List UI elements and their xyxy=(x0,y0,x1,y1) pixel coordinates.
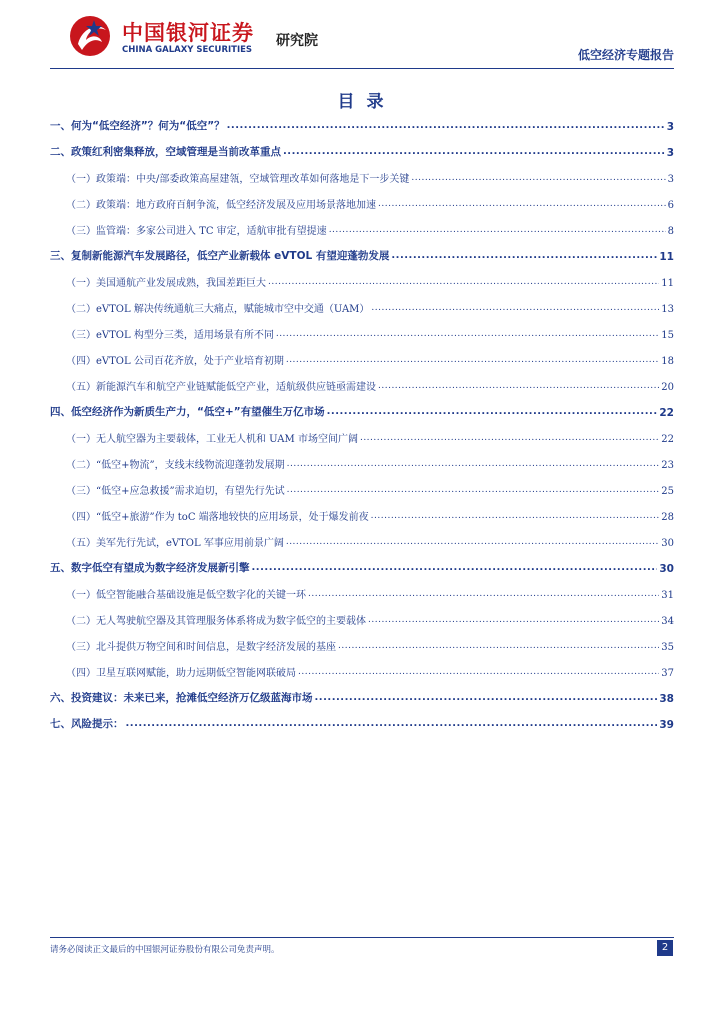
toc-leader-dots xyxy=(411,171,665,185)
toc-entry-label: （二）政策端：地方政府百舸争流，低空经济发展及应用场景落地加速 xyxy=(66,200,376,211)
toc-leader-dots xyxy=(126,717,658,731)
toc-leader-dots xyxy=(327,405,658,419)
toc-chapter-entry[interactable] xyxy=(50,141,674,159)
toc-leader-dots xyxy=(287,457,660,471)
toc-entry-page: 15 xyxy=(661,330,674,341)
toc-entry-label: （一）低空智能融合基础设施是低空数字化的关键一环 xyxy=(66,590,306,601)
toc-chapter-entry[interactable] xyxy=(50,687,674,705)
toc-entry-label: （二）eVTOL 解决传统通航三大痛点，赋能城市空中交通（UAM） xyxy=(66,304,370,315)
company-logo xyxy=(68,14,368,58)
toc-entry-page: 11 xyxy=(659,251,674,263)
toc-entry-label: （三）“低空+应急救援”需求迫切，有望先行先试 xyxy=(66,486,285,497)
toc-section-entry[interactable] xyxy=(50,219,674,237)
toc-section-entry[interactable] xyxy=(50,323,674,341)
toc-entry-label: （二）“低空+物流”，支线末线物流迎蓬勃发展期 xyxy=(66,460,285,471)
toc-entry-page: 30 xyxy=(661,538,674,549)
toc-title: 目 录 xyxy=(337,92,387,112)
toc-chapter-entry[interactable] xyxy=(50,115,674,133)
toc-entry-label: （四）eVTOL 公司百花齐放，处于产业培育初期 xyxy=(66,356,284,367)
toc-leader-dots xyxy=(378,197,666,211)
toc-section-entry[interactable] xyxy=(50,635,674,653)
footer-divider xyxy=(50,937,674,938)
toc-section-entry[interactable] xyxy=(50,661,674,679)
toc-entry-page: 37 xyxy=(661,668,674,679)
toc-entry-page: 22 xyxy=(661,434,674,445)
toc-entry-label: （三）eVTOL 构型分三类，适用场景有所不同 xyxy=(66,330,274,341)
toc-leader-dots xyxy=(276,327,659,341)
toc-leader-dots xyxy=(268,275,659,289)
toc-section-entry[interactable] xyxy=(50,375,674,393)
toc-leader-dots xyxy=(252,561,658,575)
toc-entry-label: 三、复制新能源汽车发展路径，低空产业新载体 eVTOL 有望迎蓬勃发展 xyxy=(50,250,390,262)
toc-entry-page: 3 xyxy=(666,147,674,159)
toc-entry-page: 25 xyxy=(661,486,674,497)
toc-entry-label: （一）政策端：中央/部委政策高屋建瓴，空域管理改革如何落地是下一步关键 xyxy=(66,174,410,185)
toc-entry-page: 22 xyxy=(659,407,674,419)
toc-entry-label: （四）卫星互联网赋能，助力远期低空智能网联破局 xyxy=(66,668,296,679)
toc-section-entry[interactable] xyxy=(50,297,674,315)
toc-section-entry[interactable] xyxy=(50,583,674,601)
toc-entry-page: 18 xyxy=(661,356,674,367)
toc-leader-dots xyxy=(298,665,659,679)
toc-entry-label: （四）“低空+旅游”作为 toC 端落地较快的应用场景，处于爆发前夜 xyxy=(66,512,369,523)
toc-entry-page: 28 xyxy=(661,512,674,523)
toc-entry-page: 11 xyxy=(661,278,674,289)
toc-chapter-entry[interactable] xyxy=(50,245,674,263)
toc-chapter-entry[interactable] xyxy=(50,713,674,731)
toc-section-entry[interactable] xyxy=(50,271,674,289)
toc-entry-page: 38 xyxy=(659,693,674,705)
toc-entry-label: 一、何为“低空经济”？何为“低空”？ xyxy=(50,120,225,132)
toc-leader-dots xyxy=(338,639,659,653)
toc-entry-label: 四、低空经济作为新质生产力，“低空+”有望催生万亿市场 xyxy=(50,406,325,418)
toc-entry-page: 35 xyxy=(661,642,674,653)
logo-english-name: CHINA GALAXY SECURITIES xyxy=(122,45,253,55)
toc-section-entry[interactable] xyxy=(50,453,674,471)
toc-leader-dots xyxy=(315,691,658,705)
toc-entry-label: 五、数字低空有望成为数字经济发展新引擎 xyxy=(50,562,250,574)
toc-entry-page: 30 xyxy=(659,563,674,575)
toc-entry-page: 13 xyxy=(661,304,674,315)
toc-entry-page: 31 xyxy=(661,590,674,601)
toc-section-entry[interactable] xyxy=(50,193,674,211)
toc-entry-label: 六、投资建议：未来已来，抢滩低空经济万亿级蓝海市场 xyxy=(50,692,313,704)
toc-leader-dots xyxy=(329,223,666,237)
toc-leader-dots xyxy=(287,483,660,497)
toc-leader-dots xyxy=(360,431,659,445)
toc-leader-dots xyxy=(391,249,657,263)
report-type-label: 低空经济专题报告 xyxy=(577,48,674,62)
toc-section-entry[interactable] xyxy=(50,167,674,185)
toc-entry-page: 3 xyxy=(666,121,674,133)
toc-section-entry[interactable] xyxy=(50,609,674,627)
toc-entry-label: （五）美军先行先试，eVTOL 军事应用前景广阔 xyxy=(66,538,284,549)
toc-entry-label: （一）无人航空器为主要载体，工业无人机和 UAM 市场空间广阔 xyxy=(66,434,358,445)
toc-leader-dots xyxy=(286,353,659,367)
toc-chapter-entry[interactable] xyxy=(50,557,674,575)
toc-entry-label: （三）监管端：多家公司进入 TC 审定，适航审批有望提速 xyxy=(66,226,327,237)
toc-leader-dots xyxy=(286,535,659,549)
toc-entry-page: 20 xyxy=(661,382,674,393)
toc-entry-page: 6 xyxy=(667,200,674,211)
toc-leader-dots xyxy=(371,301,659,315)
toc-leader-dots xyxy=(378,379,659,393)
toc-leader-dots xyxy=(368,613,659,627)
toc-section-entry[interactable] xyxy=(50,505,674,523)
toc-entry-label: （一）美国通航产业发展成熟，我国差距巨大 xyxy=(66,278,266,289)
toc-section-entry[interactable] xyxy=(50,531,674,549)
galaxy-logo-icon xyxy=(68,14,114,58)
footer-disclaimer: 请务必阅读正文最后的中国银河证券股份有限公司免责声明。 xyxy=(50,945,280,955)
toc-leader-dots xyxy=(283,145,665,159)
toc-section-entry[interactable] xyxy=(50,479,674,497)
toc-section-entry[interactable] xyxy=(50,349,674,367)
toc-entry-label: （五）新能源汽车和航空产业链赋能低空产业，适航级供应链亟需建设 xyxy=(66,382,376,393)
toc-entry-page: 23 xyxy=(661,460,674,471)
toc-leader-dots xyxy=(227,119,665,133)
toc-section-entry[interactable] xyxy=(50,427,674,445)
toc-entry-label: 七、风险提示： xyxy=(50,718,124,730)
logo-chinese-name: 中国银河证券 xyxy=(122,21,254,45)
header-divider xyxy=(50,68,674,69)
toc-entry-label: （二）无人驾驶航空器及其管理服务体系将成为数字低空的主要载体 xyxy=(66,616,366,627)
toc-entry-page: 3 xyxy=(667,174,674,185)
toc-entry-label: 二、政策红利密集释放，空域管理是当前改革重点 xyxy=(50,146,281,158)
toc-entry-page: 34 xyxy=(661,616,674,627)
toc-leader-dots xyxy=(308,587,659,601)
toc-entry-page: 8 xyxy=(667,226,674,237)
toc-entry-page: 39 xyxy=(659,719,674,731)
page-number: 2 xyxy=(657,940,673,956)
logo-institute-name: 研究院 xyxy=(276,33,318,49)
toc-chapter-entry[interactable] xyxy=(50,401,674,419)
toc-entry-label: （三）北斗提供万物空间和时间信息，是数字经济发展的基座 xyxy=(66,642,336,653)
toc-leader-dots xyxy=(371,509,660,523)
page-header xyxy=(50,0,674,68)
